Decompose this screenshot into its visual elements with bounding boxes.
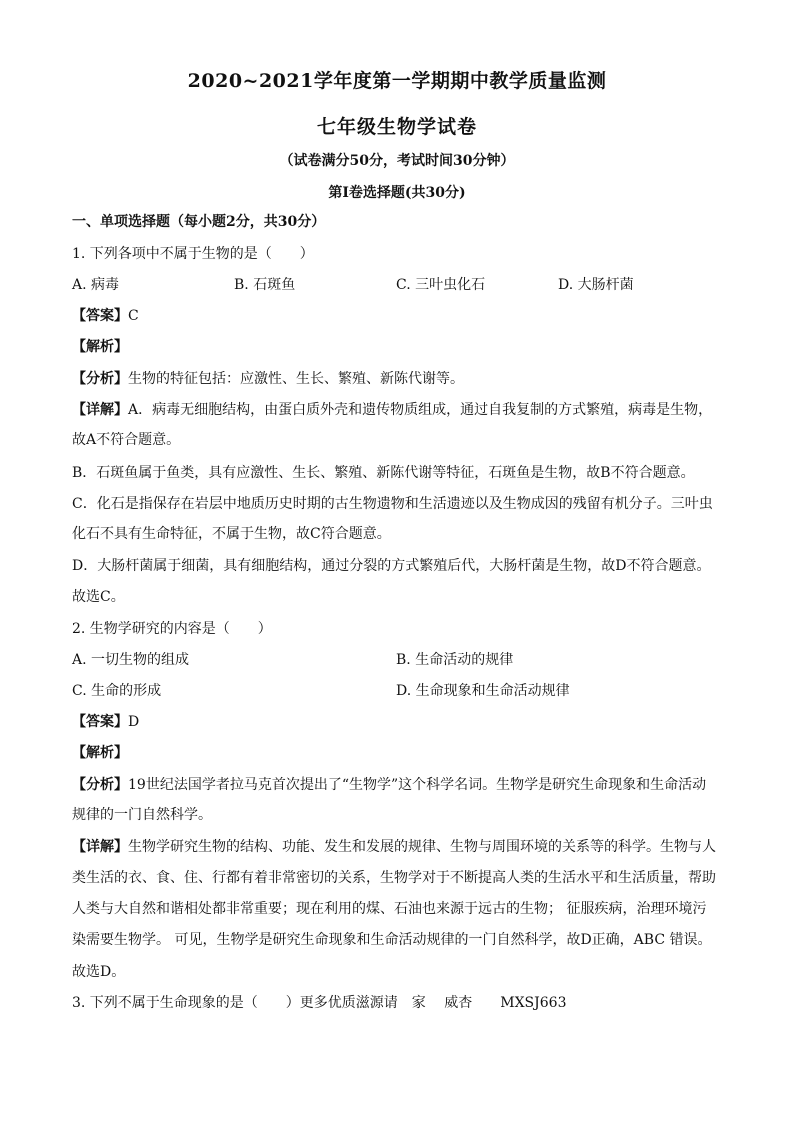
q2-answer-value: D	[128, 714, 140, 730]
q2-conclusion: 故选D。	[72, 964, 126, 980]
q1-c-explain: C．化石是指保存在岩层中地质历史时期的古生物遗物和生活遗迹以及生物成因的残留有机分子。三叶虫	[72, 496, 713, 512]
q1-d-explain: D．大肠杆菌属于细菌，具有细胞结构，通过分裂的方式繁殖后代，大肠杆菌是生物，故D不符合题意。	[72, 558, 711, 574]
q1-xiangjie-cont: 故A不符合题意。	[72, 432, 181, 448]
q2-fenxi	[72, 775, 732, 795]
fenxi-label: 【分析】	[72, 777, 128, 793]
analysis-label: 【解析】	[72, 339, 128, 355]
q1-answer-value: C	[128, 308, 139, 324]
q2-stem: 2. 生物学研究的内容是（ ）	[72, 621, 272, 637]
part-heading: 第Ⅰ卷选择题(共30分)	[328, 185, 466, 201]
q3-stem: 3. 下列不属于生命现象的是（ ）更多优质滋源请 家 威杏 MXSJ663	[72, 995, 567, 1011]
q2-fenxi-cont: 规律的一门自然科学。	[72, 807, 212, 823]
q1-answer	[72, 306, 732, 326]
section-heading: 一、单项选择题（每小题2分，共30分）	[72, 214, 326, 230]
q2-xiangjie-cont-1: 类生活的衣、食、住、行都有着非常密切的关系，生物学对于不断提高人类的生活水平和生活质量，帮助	[72, 870, 716, 886]
q1-option-d: D. 大肠杆菌	[558, 277, 634, 293]
q2-option-a: A. 一切生物的组成	[72, 652, 190, 668]
exam-note: （试卷满分50分，考试时间30分钟）	[279, 153, 515, 169]
q1-options	[72, 275, 732, 295]
q2-xiangjie	[72, 837, 732, 857]
q1-c-explain-cont: 化石不具有生命特征，不属于生物，故C符合题意。	[72, 526, 391, 542]
q1-option-c: C. 三叶虫化石	[396, 277, 486, 293]
fenxi-label: 【分析】	[72, 371, 128, 387]
q2-xiangjie-cont-2: 人类与大自然和谐相处都非常重要；现在利用的煤、石油也来源于远古的生物； 征服疾病，治理环境污	[72, 901, 707, 917]
q1-stem: 1. 下列各项中不属于生物的是（ ）	[72, 246, 314, 262]
q2-xiangjie-text: 生物学研究生物的结构、功能、发生和发展的规律、生物与周围环境的关系等的科学。生物与人	[128, 839, 716, 855]
q2-option-d: D. 生命现象和生命活动规律	[396, 683, 570, 699]
q1-b-explain: B．石斑鱼属于鱼类，具有应激性、生长、繁殖、新陈代谢等特征，石斑鱼是生物，故B不符合题意。	[72, 465, 695, 481]
analysis-label: 【解析】	[72, 745, 128, 761]
q2-xiangjie-cont-3: 染需要生物学。 可见，生物学是研究生命现象和生命活动规律的一门自然科学，故D正确，ABC 错误。	[72, 932, 712, 948]
q1-option-a: A. 病毒	[72, 277, 120, 293]
q1-fenxi-text: 生物的特征包括：应激性、生长、繁殖、新陈代谢等。	[128, 371, 464, 387]
q2-option-c: C. 生命的形成	[72, 683, 162, 699]
q1-xiangjie-text: A．病毒无细胞结构，由蛋白质外壳和遗传物质组成，通过自我复制的方式繁殖，病毒是生物，	[128, 402, 713, 418]
q1-analysis	[72, 337, 732, 357]
q2-options-row2	[72, 681, 732, 701]
q1-conclusion: 故选C。	[72, 589, 125, 605]
answer-label: 【答案】	[72, 308, 128, 324]
q1-xiangjie	[72, 400, 732, 420]
q1-fenxi	[72, 369, 732, 389]
xiangjie-label: 【详解】	[72, 402, 128, 418]
xiangjie-label: 【详解】	[72, 839, 128, 855]
q2-fenxi-text: 19世纪法国学者拉马克首次提出了“生物学”这个科学名词。生物学是研究生命现象和生命活动	[128, 777, 707, 793]
q1-option-b: B. 石斑鱼	[234, 277, 296, 293]
q2-answer	[72, 712, 732, 732]
q2-options-row1	[72, 650, 732, 670]
answer-label: 【答案】	[72, 714, 128, 730]
exam-subject: 七年级生物学试卷	[316, 116, 477, 138]
q2-analysis	[72, 743, 732, 763]
exam-title: 2020~2021学年度第一学期期中教学质量监测	[187, 70, 607, 92]
q2-option-b: B. 生命活动的规律	[396, 652, 514, 668]
